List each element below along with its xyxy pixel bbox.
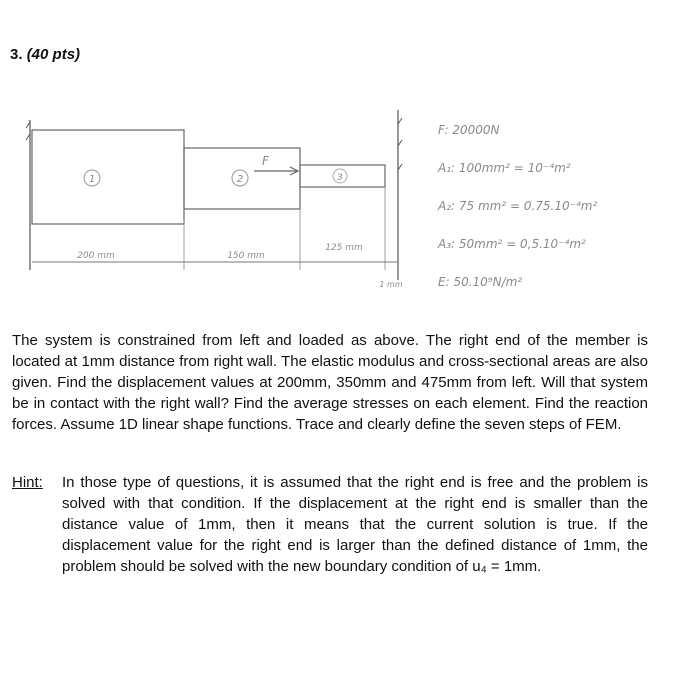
given-modulus: E: 50.10⁹N/m² [438,275,523,289]
problem-statement: The system is constrained from left and loaded as above. The right end of the member is located at 1mm distance from right wall. The elastic modulus and cross-sectional areas are also given. Find the displacement values at 200mm, 350mm and 475mm from left. Will that system be in contact with the right wall? Find the average stresses on each element. Find the reaction forces. Assume 1D linear shape functions. Trace and clearly define the seven steps of FEM. [12,332,648,433]
dimension-200mm: 200 mm [77,251,115,261]
question-number: 3. [10,46,23,63]
element-1-number: 1 [88,174,96,185]
force-arrow-label: F [262,154,269,168]
given-area-1: A₁: 100mm² = 10⁻⁴m² [438,161,571,175]
hint-block [12,472,648,577]
hint-text: In those type of questions, it is assumed that the right end is free and the problem is solved with that condition. If the displacement at the right end is smaller than the distance value of 1mm, then it means that the current solution is true. If the displacement value for the right end is larger than the defined distance of 1mm, the problem should be solved with the new boundary condition of u₄ = 1mm. [62,474,648,575]
element-2-number: 2 [236,174,244,185]
gap-1mm: 1 mm [379,280,403,289]
dimension-125mm: 125 mm [325,243,363,253]
question-points: (40 pts) [26,46,81,63]
element-1-bar [32,130,184,224]
given-area-2: A₂: 75 mm² = 0.75.10⁻⁴m² [438,199,598,213]
question-header [10,46,80,63]
hint-label: Hint: [12,474,43,491]
dimension-150mm: 150 mm [227,251,265,261]
given-area-3: A₃: 50mm² = 0,5.10⁻⁴m² [438,237,586,251]
element-3-number: 3 [337,173,343,183]
problem-sketch [0,100,700,300]
given-force: F: 20000N [438,123,500,137]
